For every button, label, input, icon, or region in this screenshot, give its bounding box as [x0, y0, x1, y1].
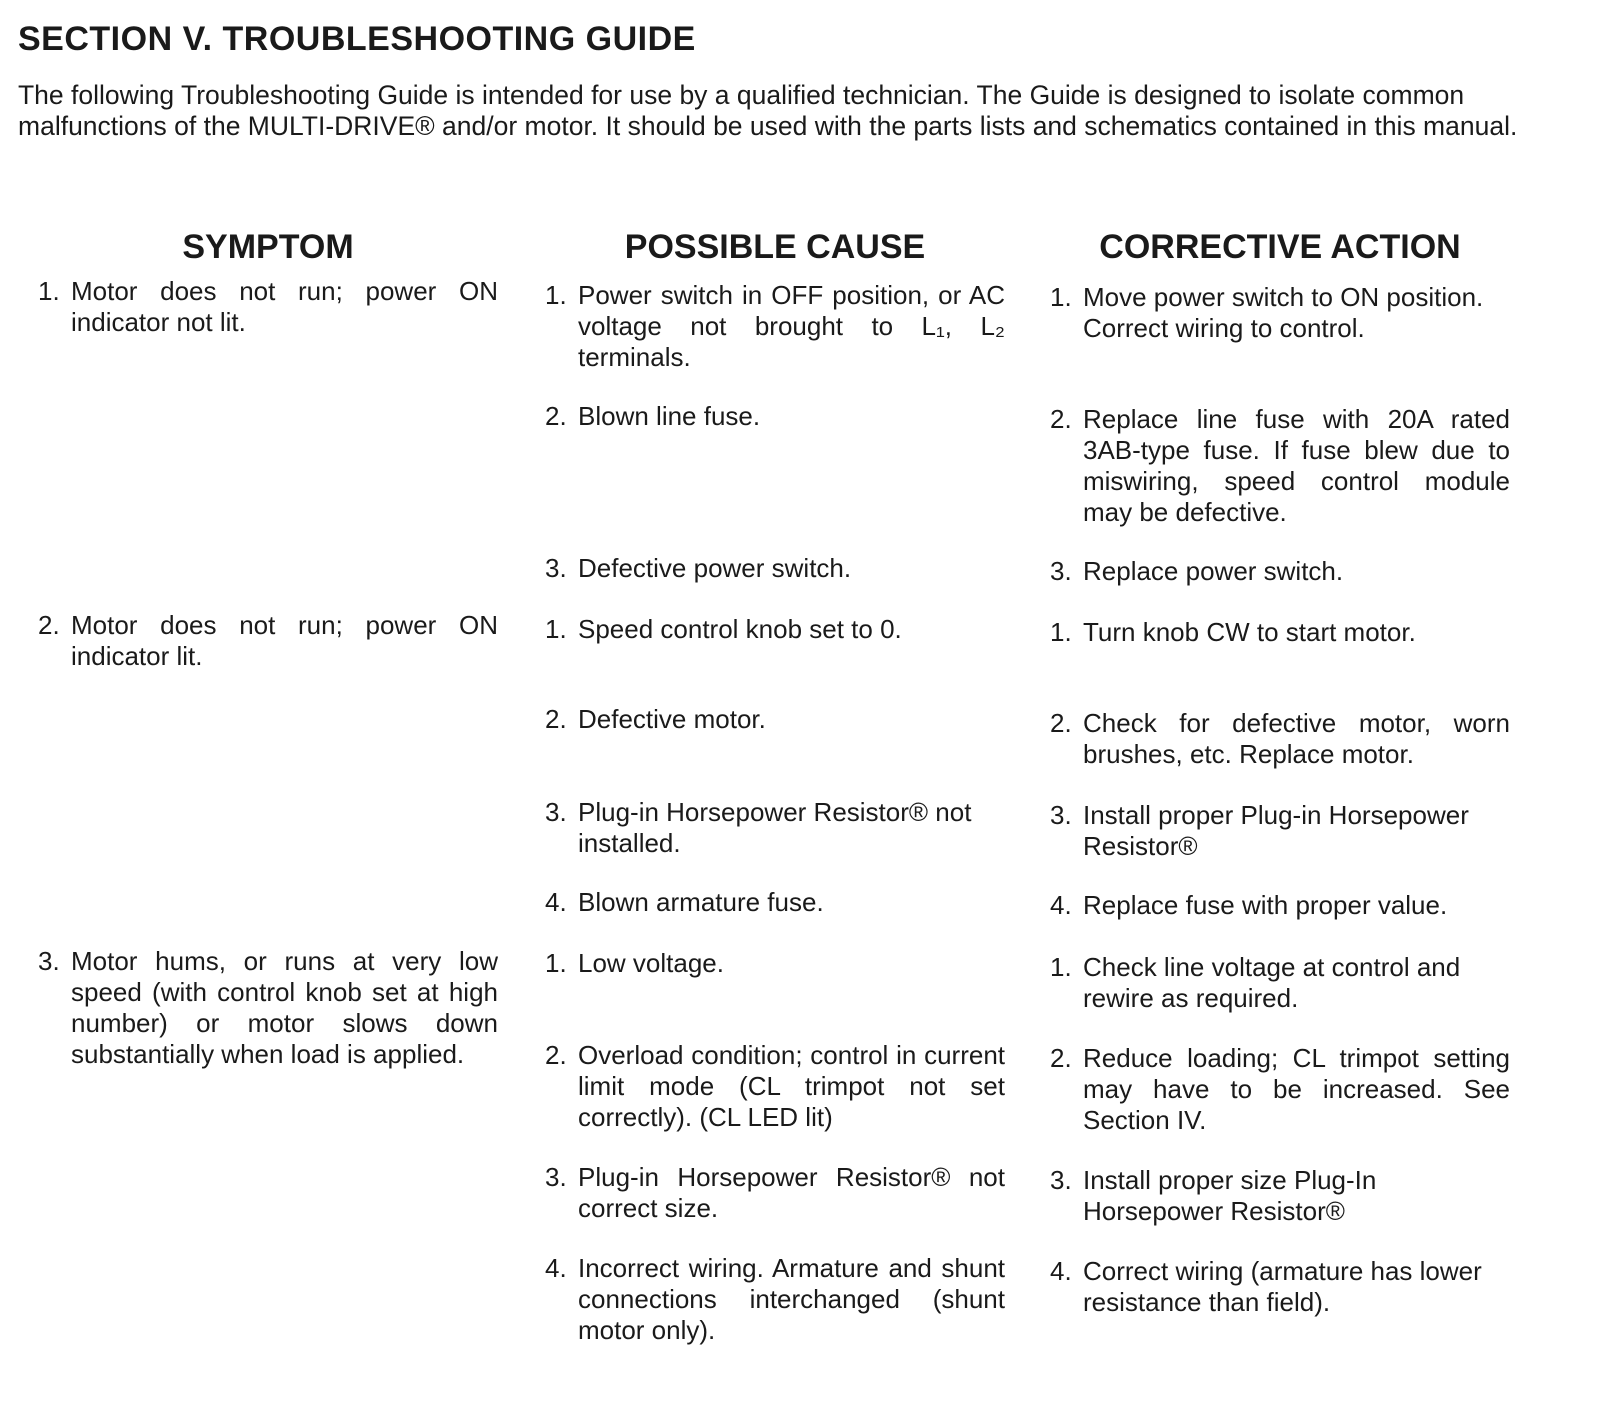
cause-item	[545, 887, 1005, 918]
item-number: 3.	[1050, 1165, 1072, 1195]
action-item	[1050, 1043, 1510, 1136]
item-text: Replace fuse with proper value.	[1083, 890, 1448, 920]
cause-item	[545, 704, 1005, 735]
item-number: 1.	[545, 948, 567, 978]
item-text: Check for defective motor, worn brushes, etc. Replace motor.	[1083, 708, 1510, 769]
item-text: Plug-in Horsepower Resistor® not correct size.	[578, 1162, 1005, 1223]
item-number: 3.	[38, 946, 60, 976]
item-text: Defective motor.	[578, 704, 766, 734]
possible-cause-header: POSSIBLE CAUSE	[624, 228, 926, 266]
item-text: Move power switch to ON position. Correct wiring to control.	[1083, 282, 1484, 343]
item-text: Install proper Plug-in Horsepower Resistor®	[1083, 800, 1469, 861]
item-number: 3.	[1050, 800, 1072, 830]
item-number: 4.	[1050, 1256, 1072, 1286]
item-text: Replace line fuse with 20A rated 3AB-type fuse. If fuse blew due to miswiring, speed control module may be defective.	[1083, 404, 1510, 527]
item-number: 4.	[1050, 890, 1072, 920]
item-number: 1.	[38, 276, 60, 306]
action-item	[1050, 617, 1510, 648]
item-number: 3.	[545, 1162, 567, 1192]
corrective-action-header: CORRECTIVE ACTION	[1099, 228, 1461, 266]
item-text: Overload condition; control in current limit mode (CL trimpot not set correctly). (CL LED lit)	[578, 1040, 1005, 1132]
cause-item	[545, 401, 1005, 432]
item-text: Blown line fuse.	[578, 401, 761, 431]
symptom-item	[38, 276, 498, 338]
item-number: 2.	[1050, 1043, 1072, 1073]
item-number: 1.	[1050, 282, 1072, 312]
symptom-header: SYMPTOM	[182, 228, 354, 266]
cause-item	[545, 948, 1005, 979]
item-text: Plug-in Horsepower Resistor® not installed.	[578, 797, 972, 858]
cause-item	[545, 553, 1005, 584]
action-item	[1050, 952, 1510, 1014]
item-number: 1.	[1050, 952, 1072, 982]
cause-item	[545, 280, 1005, 373]
item-text: Incorrect wiring. Armature and shunt connections interchanged (shunt motor only).	[578, 1253, 1005, 1345]
item-number: 1.	[1050, 617, 1072, 647]
item-text: Correct wiring (armature has lower resistance than field).	[1083, 1256, 1482, 1317]
item-number: 2.	[1050, 404, 1072, 434]
item-number: 2.	[1050, 708, 1072, 738]
item-text: Power switch in OFF position, or AC voltage not brought to L₁, L₂ terminals.	[578, 280, 1005, 372]
item-number: 2.	[545, 1040, 567, 1070]
item-text: Motor does not run; power ON indicator lit.	[71, 610, 498, 671]
item-number: 2.	[38, 610, 60, 640]
item-number: 4.	[545, 1253, 567, 1283]
item-text: Turn knob CW to start motor.	[1083, 617, 1416, 647]
item-text: Install proper size Plug-In Horsepower Resistor®	[1083, 1165, 1377, 1226]
item-text: Check line voltage at control and rewire as required.	[1083, 952, 1461, 1013]
item-number: 4.	[545, 887, 567, 917]
cause-item	[545, 614, 1005, 645]
action-item	[1050, 1256, 1510, 1318]
item-text: Motor hums, or runs at very low speed (with control knob set at high number) or motor slows down substantially when load is applied.	[71, 946, 498, 1069]
item-number: 3.	[545, 553, 567, 583]
item-text: Defective power switch.	[578, 553, 852, 583]
action-item	[1050, 404, 1510, 528]
item-number: 2.	[545, 401, 567, 431]
item-number: 1.	[545, 614, 567, 644]
item-number: 1.	[545, 280, 567, 310]
item-text: Blown armature fuse.	[578, 887, 824, 917]
action-item	[1050, 1165, 1510, 1227]
cause-item	[545, 1253, 1005, 1346]
cause-item	[545, 1040, 1005, 1133]
action-item	[1050, 282, 1510, 344]
action-item	[1050, 800, 1510, 862]
item-number: 3.	[1050, 556, 1072, 586]
item-number: 2.	[545, 704, 567, 734]
action-item	[1050, 890, 1510, 921]
item-text: Speed control knob set to 0.	[578, 614, 902, 644]
action-item	[1050, 556, 1510, 587]
cause-item	[545, 1162, 1005, 1224]
cause-item	[545, 797, 1005, 859]
item-text: Reduce loading; CL trimpot setting may have to be increased. See Section IV.	[1083, 1043, 1510, 1135]
action-item	[1050, 708, 1510, 770]
symptom-item	[38, 946, 498, 1070]
section-title: SECTION V. TROUBLESHOOTING GUIDE	[18, 20, 696, 58]
item-text: Low voltage.	[578, 948, 724, 978]
item-text: Motor does not run; power ON indicator not lit.	[71, 276, 498, 337]
item-number: 3.	[545, 797, 567, 827]
symptom-item	[38, 610, 498, 672]
intro-paragraph: The following Troubleshooting Guide is intended for use by a qualified technician. The Guide is designed to isolate common malfunctions of the MULTI-DRIVE® and/or motor. It should be used with the parts lists and schematics contained in this manual.	[18, 80, 1518, 141]
item-text: Replace power switch.	[1083, 556, 1344, 586]
